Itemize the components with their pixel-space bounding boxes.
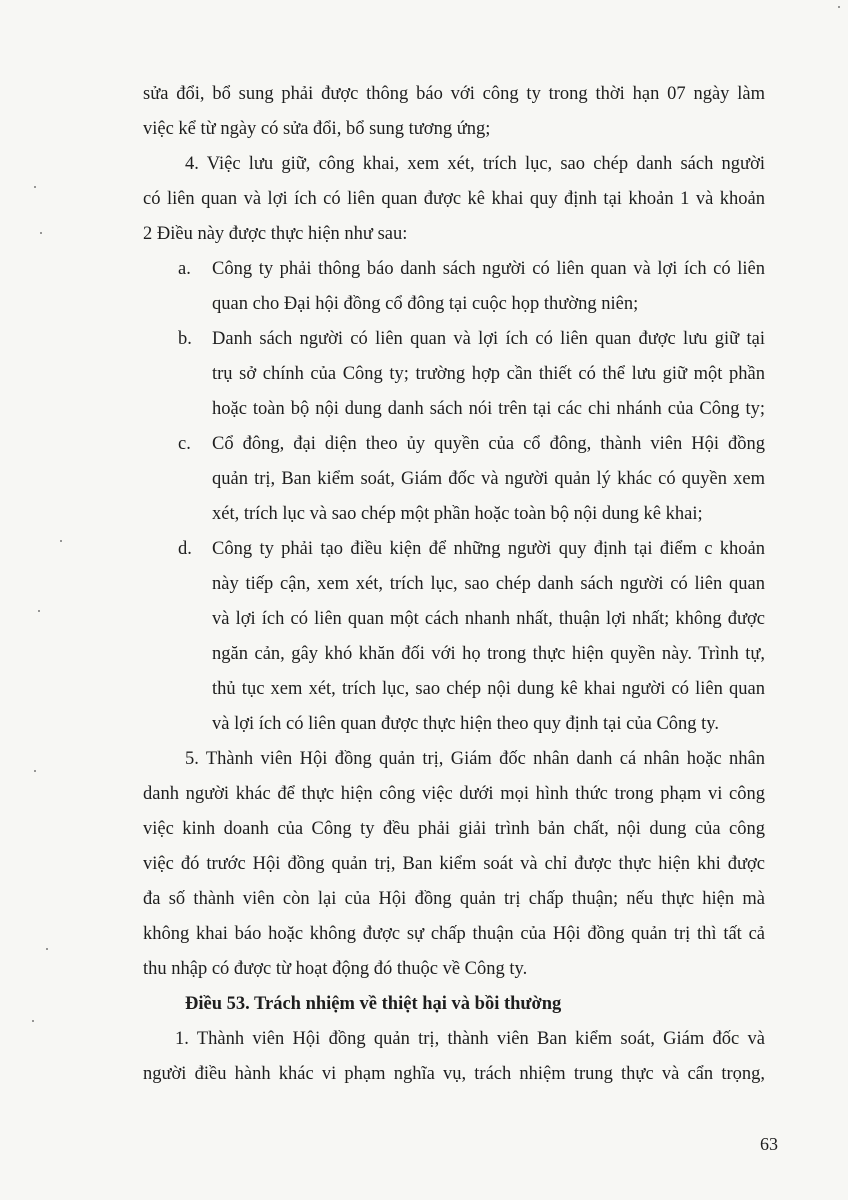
list-marker-a: a. [178,259,191,279]
text-line: người điều hành khác vi phạm nghĩa vụ, trách nhiệm trung thực và cẩn trọng, [143,1064,765,1084]
list-marker-c: c. [178,434,191,454]
list-marker-b: b. [178,329,192,349]
text-line: Danh sách người có liên quan và lợi ích có liên quan được lưu giữ tại [212,329,765,349]
text-line: có liên quan và lợi ích có liên quan được kê khai quy định tại khoản 1 và khoản [143,189,765,209]
text-line: này tiếp cận, xem xét, trích lục, sao chép danh sách người có liên quan [212,574,765,594]
text-line: danh người khác để thực hiện công việc dưới mọi hình thức trong phạm vi công [143,784,765,804]
text-line: 2 Điều này được thực hiện như sau: [143,224,408,244]
text-line: đa số thành viên còn lại của Hội đồng quản trị chấp thuận; nếu thực hiện mà [143,889,765,909]
scan-speck [60,540,62,542]
scan-speck [46,948,48,950]
text-line: trụ sở chính của Công ty; trường hợp cần thiết có thể lưu giữ một phần [212,364,765,384]
scan-speck [34,186,36,188]
text-line: thu nhập có được từ hoạt động đó thuộc về Công ty. [143,959,528,979]
text-line: việc đó trước Hội đồng quản trị, Ban kiểm soát và chỉ được thực hiện khi được [143,854,765,874]
article-heading: Điều 53. Trách nhiệm về thiệt hại và bồi thường [185,994,562,1014]
text-line: hoặc toàn bộ nội dung danh sách nói trên tại các chi nhánh của Công ty; [212,399,765,419]
text-line: Công ty phải tạo điều kiện để những người quy định tại điểm c khoản [212,539,765,559]
scan-speck [838,6,840,8]
text-line: sửa đổi, bổ sung phải được thông báo với công ty trong thời hạn 07 ngày làm [143,84,765,104]
text-line: việc kể từ ngày có sửa đổi, bổ sung tương ứng; [143,119,491,139]
text-line: quan cho Đại hội đồng cổ đông tại cuộc họp thường niên; [212,294,639,314]
scan-speck [38,610,40,612]
list-marker-d: d. [178,539,192,559]
text-line: ngăn cản, gây khó khăn đối với họ trong thực hiện quyền này. Trình tự, [212,644,765,664]
text-line: và lợi ích có liên quan một cách nhanh nhất, thuận lợi nhất; không được [212,609,765,629]
text-line: 1. Thành viên Hội đồng quản trị, thành viên Ban kiểm soát, Giám đốc và [175,1029,765,1049]
text-line: Cổ đông, đại diện theo ủy quyền của cổ đông, thành viên Hội đồng [212,434,765,454]
text-line: Công ty phải thông báo danh sách người có liên quan và lợi ích có liên [212,259,765,279]
page-number: 63 [760,1134,778,1154]
text-line: xét, trích lục và sao chép một phần hoặc toàn bộ nội dung kê khai; [212,504,703,524]
text-line: quản trị, Ban kiểm soát, Giám đốc và người quản lý khác có quyền xem [212,469,765,489]
scan-speck [34,770,36,772]
scan-speck [32,1020,34,1022]
text-line: 5. Thành viên Hội đồng quản trị, Giám đốc nhân danh cá nhân hoặc nhân [185,749,765,769]
text-line: 4. Việc lưu giữ, công khai, xem xét, trích lục, sao chép danh sách người [185,154,765,174]
text-line: thủ tục xem xét, trích lục, sao chép nội dung kê khai người có liên quan [212,679,765,699]
text-line: không khai báo hoặc không được sự chấp thuận của Hội đồng quản trị thì tất cả [143,924,765,944]
text-line: việc kinh doanh của Công ty đều phải giải trình bản chất, nội dung của công [143,819,765,839]
scan-speck [40,232,42,234]
text-line: và lợi ích có liên quan được thực hiện theo quy định tại của Công ty. [212,714,719,734]
